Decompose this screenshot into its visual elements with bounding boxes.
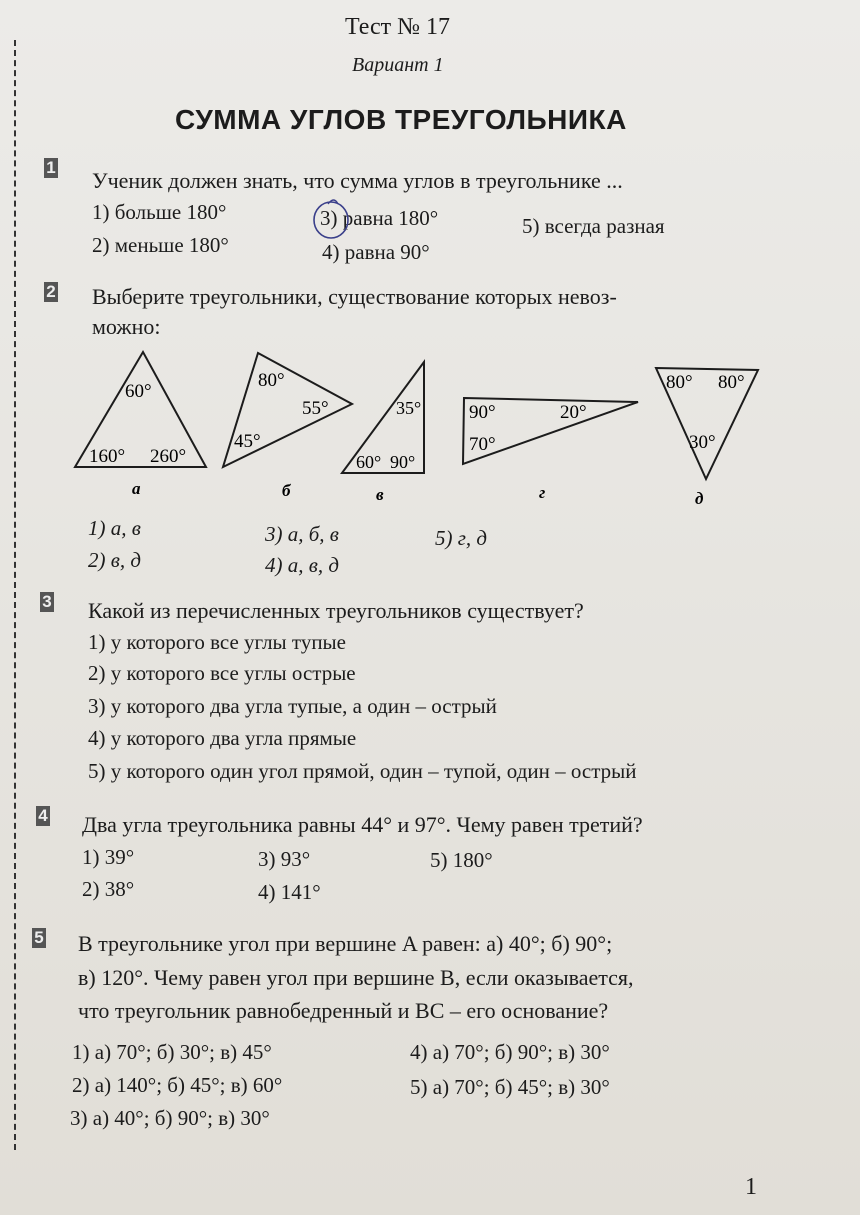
question-number-5: 5	[32, 928, 46, 948]
q1-option-2: 2) меньше 180°	[92, 233, 229, 257]
question-5-text-line3: что треугольник равнобедренный и BC – его основание?	[78, 998, 609, 1023]
question-number-4: 4	[36, 806, 50, 826]
triangle-d-angle-3: 30°	[689, 432, 716, 453]
variant-label: Вариант 1	[352, 54, 444, 76]
q2-option-2: 2) в, д	[88, 548, 141, 572]
triangle-d	[656, 368, 758, 508]
question-number-3: 3	[40, 592, 54, 612]
q5-option-2: 2) а) 140°; б) 45°; в) 60°	[72, 1073, 283, 1097]
question-5-text-line1: В треугольнике угол при вершине A равен: а) 40°; б) 90°;	[78, 931, 613, 956]
triangle-v-angle-2: 60°	[356, 452, 382, 472]
q3-option-2: 2) у которого все углы острые	[88, 661, 356, 685]
triangle-v-angle-1: 35°	[396, 398, 422, 418]
q4-option-1: 1) 39°	[82, 845, 135, 869]
q2-option-1: 1) а, в	[88, 516, 141, 540]
q3-option-3: 3) у которого два угла тупые, а один – острый	[88, 694, 497, 718]
q3-option-1: 1) у которого все углы тупые	[88, 630, 346, 654]
triangle-v-label: в	[376, 485, 384, 504]
q4-option-4: 4) 141°	[258, 880, 321, 904]
answer-circle-mark	[0, 0, 860, 280]
q3-option-5: 5) у которого один угол прямой, один – тупой, один – острый	[88, 759, 637, 783]
triangle-g-label: г	[539, 483, 546, 502]
q1-option-1: 1) больше 180°	[92, 200, 227, 224]
question-3-text: Какой из перечисленных треугольников существует?	[88, 598, 584, 623]
q2-option-3: 3) а, б, в	[265, 522, 339, 546]
page-number: 1	[745, 1174, 757, 1200]
triangle-v-angle-3: 90°	[390, 452, 416, 472]
q1-option-5: 5) всегда разная	[522, 214, 665, 238]
triangle-d-angle-2: 80°	[718, 372, 745, 393]
q1-option-4: 4) равна 90°	[322, 240, 430, 264]
question-4-text: Два угла треугольника равны 44° и 97°. Чему равен третий?	[82, 812, 643, 837]
triangle-g-angle-1: 90°	[469, 402, 496, 423]
q5-option-3: 3) а) 40°; б) 90°; в) 30°	[70, 1106, 270, 1130]
triangle-a-angle-1: 60°	[125, 381, 152, 402]
triangle-d-label: д	[695, 489, 704, 508]
question-2-text-line2: можно:	[92, 314, 161, 339]
q1-option-3: 3) равна 180°	[320, 206, 439, 230]
q2-option-5: 5) г, д	[435, 526, 488, 550]
triangles-figure	[0, 340, 860, 520]
question-number-2: 2	[44, 282, 58, 302]
triangle-a	[75, 352, 206, 498]
triangle-b-angle-2: 55°	[302, 398, 329, 419]
triangle-g-angle-2: 20°	[560, 402, 587, 423]
triangle-d-angle-1: 80°	[666, 372, 693, 393]
q3-option-4: 4) у которого два угла прямые	[88, 726, 357, 750]
q5-option-1: 1) а) 70°; б) 30°; в) 45°	[72, 1040, 272, 1064]
triangle-a-angle-2: 160°	[89, 446, 126, 467]
triangle-v	[342, 362, 424, 504]
q2-option-4: 4) а, в, д	[265, 553, 339, 577]
triangle-a-label: а	[132, 479, 141, 498]
triangle-g-angle-3: 70°	[469, 434, 496, 455]
triangle-b-angle-3: 45°	[234, 431, 261, 452]
question-2-text-line1: Выберите треугольники, существование которых невоз-	[92, 284, 617, 309]
triangle-b-label: б	[282, 481, 291, 500]
triangle-g	[463, 398, 638, 502]
triangle-a-angle-3: 260°	[150, 446, 187, 467]
triangle-b-angle-1: 80°	[258, 370, 285, 391]
test-title: Тест № 17	[345, 14, 451, 40]
q4-option-5: 5) 180°	[430, 848, 493, 872]
question-5-text-line2: в) 120°. Чему равен угол при вершине B, если оказывается,	[78, 965, 634, 990]
question-number-1: 1	[44, 158, 58, 178]
page-heading: СУММА УГЛОВ ТРЕУГОЛЬНИКА	[175, 104, 627, 135]
q4-option-2: 2) 38°	[82, 877, 135, 901]
q5-option-5: 5) а) 70°; б) 45°; в) 30°	[410, 1075, 610, 1099]
q4-option-3: 3) 93°	[258, 847, 311, 871]
triangle-b	[223, 353, 352, 500]
q5-option-4: 4) а) 70°; б) 90°; в) 30°	[410, 1040, 610, 1064]
question-1-text: Ученик должен знать, что сумма углов в треугольнике ...	[92, 168, 623, 193]
